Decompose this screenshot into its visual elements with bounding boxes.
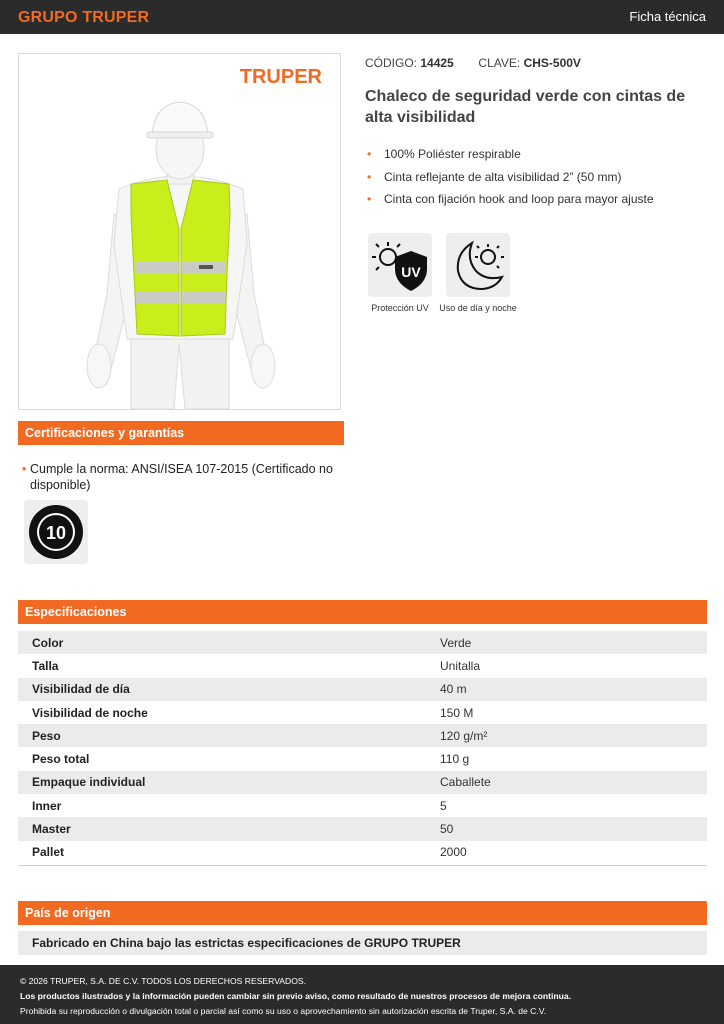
day-night-icon — [446, 233, 510, 297]
specifications-table — [18, 631, 707, 864]
day-night-label: Uso de día y noche — [439, 303, 517, 313]
spec-value: 110 g — [440, 752, 470, 767]
specifications-heading: Especificaciones — [18, 600, 707, 624]
code-value: 14425 — [420, 56, 454, 70]
origin-heading: País de origen — [18, 901, 707, 925]
product-title: Chaleco de seguridad verde con cintas de alta visibilidad — [365, 88, 686, 126]
feature-list — [367, 145, 654, 213]
table-row — [18, 724, 707, 747]
spec-value: Verde — [440, 635, 472, 650]
table-row — [18, 631, 707, 654]
table-row — [18, 794, 707, 817]
spec-value: 2000 — [440, 845, 467, 860]
photo-brand-logo: TRUPER — [239, 66, 322, 88]
origin-text: Fabricado en China bajo las estrictas especificaciones de GRUPO TRUPER — [18, 931, 707, 955]
key-value: CHS-500V — [523, 56, 581, 70]
spec-value: 150 M — [440, 705, 474, 720]
table-row — [18, 841, 707, 864]
key-label: CLAVE: — [478, 56, 521, 70]
spec-label: Pallet — [32, 845, 65, 860]
table-row — [18, 678, 707, 701]
footer-copyright: © 2026 TRUPER, S.A. DE C.V. TODOS LOS DERECHOS RESERVADOS. — [20, 976, 307, 986]
top-header — [0, 0, 724, 34]
product-photo — [18, 53, 341, 410]
spec-value: 50 — [440, 822, 454, 837]
uv-protection-label: Protección UV — [371, 303, 429, 313]
table-row — [18, 701, 707, 724]
spec-label: Color — [32, 635, 64, 650]
warranty-badge-icon — [24, 500, 88, 564]
spec-label: Master — [32, 822, 71, 837]
spec-value: Unitalla — [440, 658, 481, 673]
footer-notice: Los productos ilustrados y la información pueden cambiar sin previo aviso, como resultado de nuestros procesos de mejora continua. — [20, 991, 572, 1001]
spec-label: Talla — [32, 658, 59, 673]
spec-label: Visibilidad de noche — [32, 705, 148, 720]
code-label: CÓDIGO: — [365, 56, 418, 70]
spec-value: 5 — [440, 798, 447, 813]
page-footer — [0, 965, 724, 1024]
uv-protection-icon — [368, 233, 432, 297]
uv-badge-text: UV — [401, 264, 421, 280]
warranty-number: 10 — [45, 523, 67, 543]
spec-label: Peso total — [32, 752, 90, 767]
spec-value: Caballete — [440, 775, 491, 790]
product-codes — [365, 56, 581, 70]
feature-item: • Cinta con fijación hook and loop para mayor ajuste — [367, 190, 654, 213]
spec-label: Visibilidad de día — [32, 682, 130, 697]
table-row — [18, 771, 707, 794]
certification-text: • Cumple la norma: ANSI/ISEA 107-2015 (Certificado no disponible) — [22, 461, 352, 493]
brand-logo: GRUPO TRUPER — [18, 9, 150, 26]
certifications-heading: Certificaciones y garantías — [18, 421, 344, 445]
footer-legal: Prohibida su reproducción o divulgación total o parcial así como su uso o aprovechamiento sin autorización escrita de Truper, S.A. de C.V. — [20, 1006, 547, 1016]
spec-label: Inner — [32, 798, 62, 813]
spec-label: Peso — [32, 728, 61, 743]
feature-item: • Cinta reflejante de alta visibilidad 2” (50 mm) — [367, 168, 654, 191]
vest-mannequin-illustration — [19, 54, 341, 410]
table-row — [18, 654, 707, 677]
table-divider — [18, 865, 707, 866]
document-type-label: Ficha técnica — [629, 9, 706, 24]
spec-value: 40 m — [440, 682, 467, 697]
feature-item: • 100% Poliéster respirable — [367, 145, 654, 168]
spec-label: Empaque individual — [32, 775, 146, 790]
table-row — [18, 817, 707, 840]
table-row — [18, 747, 707, 770]
spec-value: 120 g/m² — [440, 728, 488, 743]
